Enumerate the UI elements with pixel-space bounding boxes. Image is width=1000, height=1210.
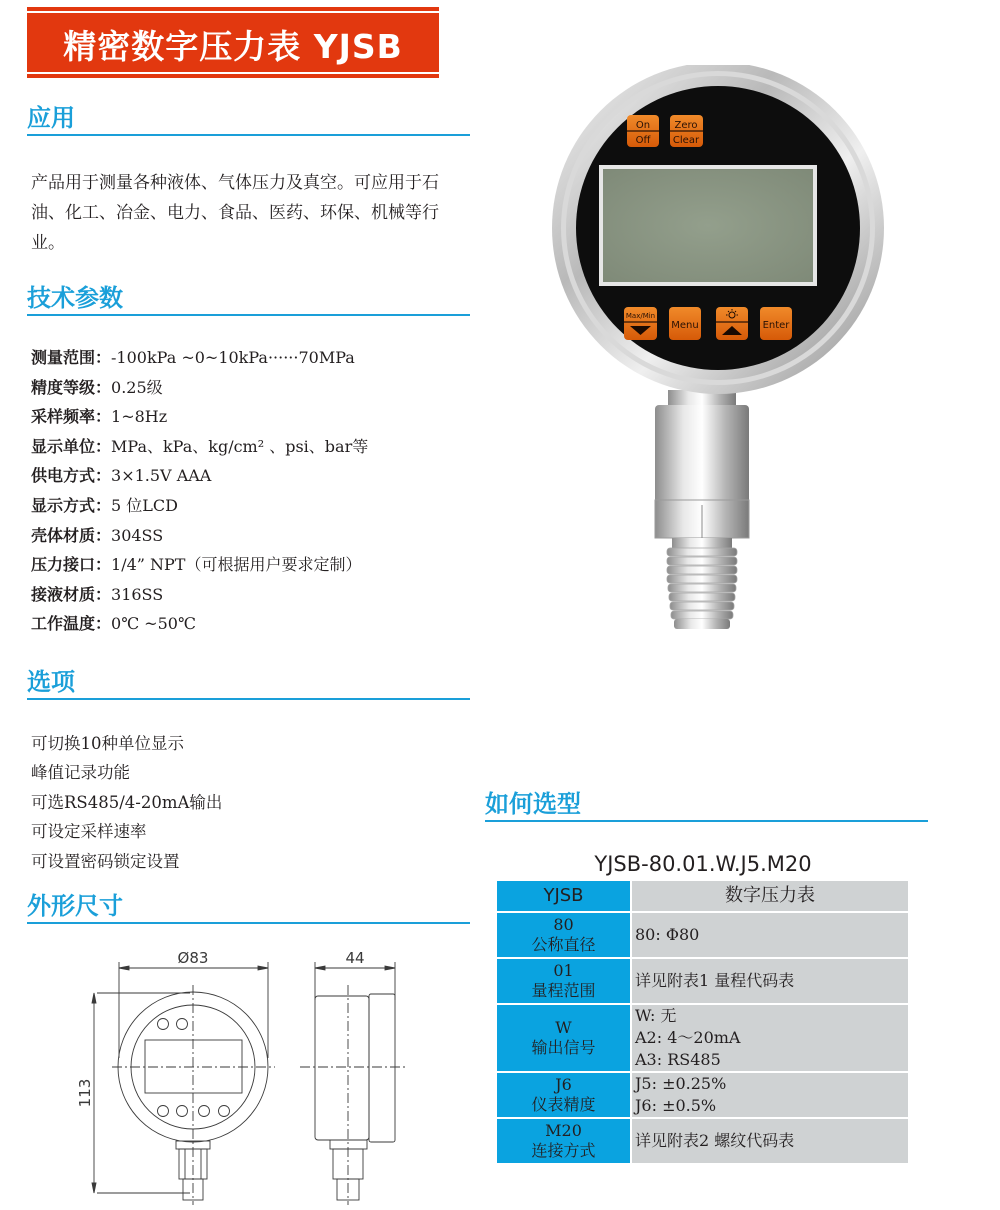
list-item: 可选RS485/4-20mA输出 xyxy=(31,792,223,812)
spec-row xyxy=(31,580,368,610)
desc-line: 80: Φ80 xyxy=(635,925,700,944)
table-row xyxy=(497,1005,908,1071)
spec-value: 316SS xyxy=(111,584,164,604)
list-item: 可设定采样速率 xyxy=(31,822,147,842)
code-name: 公称直径 xyxy=(531,935,596,954)
heading-text: 如何选型 xyxy=(485,789,581,818)
side-view xyxy=(300,962,405,1205)
desc-line: 详见附表2 螺纹代码表 xyxy=(635,1131,795,1150)
table-row xyxy=(497,913,908,957)
menu-button xyxy=(669,307,701,340)
button-label: Off xyxy=(635,135,651,146)
backlight-up-button xyxy=(716,307,748,340)
spec-key: 接液材质： xyxy=(31,584,112,604)
diameter-label: Ø83 xyxy=(177,949,209,967)
spec-value: 0.25级 xyxy=(111,377,163,397)
desc-cell xyxy=(632,1005,908,1071)
front-view xyxy=(92,962,275,1205)
desc-line: W: 无 xyxy=(635,1006,677,1025)
spec-key: 工作温度： xyxy=(31,614,112,634)
spec-value: 1/4” NPT（可根据用户要求定制） xyxy=(111,555,362,575)
desc-cell xyxy=(632,1073,908,1117)
gauge-stem xyxy=(655,390,749,629)
enter-button xyxy=(760,307,792,340)
spec-row xyxy=(31,609,368,639)
table-row xyxy=(497,1119,908,1163)
spec-row xyxy=(31,550,368,580)
heading-text: 应用 xyxy=(27,103,75,132)
zero-clear-button xyxy=(670,115,703,147)
desc-cell: 数字压力表 xyxy=(632,881,908,911)
code-cell: YJSB xyxy=(497,881,632,911)
spec-value: -100kPa ~0~10kPa······70MPa xyxy=(111,348,355,367)
section-heading-dimensions xyxy=(27,891,470,924)
table-row xyxy=(497,881,908,911)
dimension-drawing xyxy=(60,940,480,1210)
table-row xyxy=(497,1073,908,1117)
code: 80 xyxy=(553,915,574,934)
desc-line: A2: 4～20mA xyxy=(635,1028,741,1047)
code-name: 量程范围 xyxy=(531,981,596,1000)
section-heading-options xyxy=(27,667,470,700)
spec-value: MPa、kPa、kg/cm² 、psi、bar等 xyxy=(111,436,369,456)
desc-cell xyxy=(632,913,908,957)
spec-row xyxy=(31,402,368,432)
code-name: 输出信号 xyxy=(531,1038,596,1057)
spec-row xyxy=(31,343,368,373)
heading-text: 选项 xyxy=(27,667,75,696)
spec-value: 1~8Hz xyxy=(111,407,168,427)
list-item: 峰值记录功能 xyxy=(31,763,130,783)
list-item: 可切换10种单位显示 xyxy=(31,734,184,753)
spec-row xyxy=(31,521,368,551)
code-cell xyxy=(497,1119,632,1163)
desc-line: J6: ±0.5% xyxy=(635,1096,717,1115)
section-heading-application xyxy=(27,103,470,136)
depth-label: 44 xyxy=(345,949,365,967)
heading-text: 外形尺寸 xyxy=(27,891,123,920)
spec-key: 供电方式： xyxy=(31,466,112,486)
button-label: Max/Min xyxy=(625,312,656,320)
maxmin-down-button xyxy=(624,307,657,340)
code-cell xyxy=(497,1005,632,1071)
code-cell xyxy=(497,913,632,957)
application-text: 产品用于测量各种液体、气体压力及真空。可应用于石油、化工、冶金、电力、食品、医药、环保、机械等行业。 xyxy=(31,173,439,253)
code-cell xyxy=(497,959,632,1003)
section-heading-specs xyxy=(27,283,470,316)
spec-value: 5 位LCD xyxy=(111,495,178,515)
spec-row xyxy=(31,461,368,491)
section-heading-selection xyxy=(485,789,928,822)
on-off-button xyxy=(627,115,659,147)
code: J6 xyxy=(555,1075,572,1094)
spec-key: 测量范围： xyxy=(31,348,112,367)
title-banner xyxy=(27,7,439,78)
button-label: Menu xyxy=(671,320,699,331)
desc-line: A3: RS485 xyxy=(635,1050,721,1069)
desc-cell xyxy=(632,959,908,1003)
height-label: 113 xyxy=(76,1078,94,1108)
spec-value: 304SS xyxy=(111,525,164,545)
options-list xyxy=(31,729,222,876)
spec-row xyxy=(31,373,368,403)
spec-key: 显示方式： xyxy=(31,495,112,515)
heading-text: 技术参数 xyxy=(27,283,123,312)
spec-list xyxy=(31,343,368,639)
button-label: On xyxy=(635,120,651,131)
desc-cell xyxy=(632,1119,908,1163)
code-cell xyxy=(497,1073,632,1117)
spec-row xyxy=(31,491,368,521)
lcd-display xyxy=(603,169,813,282)
spec-row xyxy=(31,432,368,462)
button-label: Clear xyxy=(672,135,700,146)
desc-line: 详见附表1 量程代码表 xyxy=(635,971,795,990)
code: M20 xyxy=(545,1121,582,1140)
spec-key: 壳体材质： xyxy=(31,525,112,545)
desc-line: J5: ±0.25% xyxy=(635,1074,727,1093)
spec-key: 压力接口： xyxy=(31,555,112,575)
spec-key: 显示单位： xyxy=(31,436,112,456)
spec-value: 0℃ ~50℃ xyxy=(111,614,196,634)
spec-value: 3×1.5V AAA xyxy=(111,466,212,486)
code: W xyxy=(555,1018,572,1037)
spec-key: 精度等级： xyxy=(31,377,112,397)
code-name: 仪表精度 xyxy=(531,1095,596,1114)
button-label: Zero xyxy=(674,120,698,131)
spec-key: 采样频率： xyxy=(31,407,112,427)
code-name: 连接方式 xyxy=(531,1141,596,1160)
selection-table xyxy=(497,879,908,1165)
button-label: Enter xyxy=(762,320,790,331)
table-row xyxy=(497,959,908,1003)
page-title: 精密数字压力表 YJSB xyxy=(63,27,403,66)
model-code: YJSB-80.01.W.J5.M20 xyxy=(594,852,812,876)
pressure-gauge-photo xyxy=(550,65,885,645)
list-item: 可设置密码锁定设置 xyxy=(31,851,180,871)
code: 01 xyxy=(553,961,574,980)
